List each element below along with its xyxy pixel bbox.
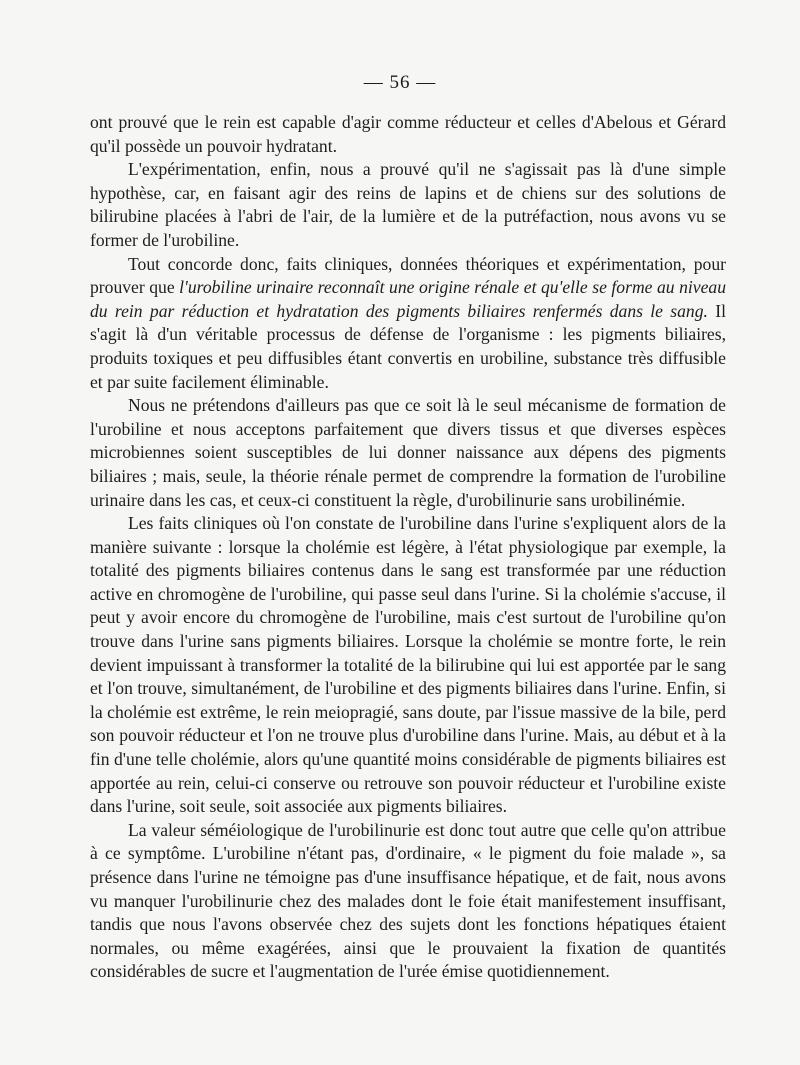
paragraph-text: Nous ne prétendons d'ailleurs pas que ce soit là le seul mécanisme de formation de l'urobiline et nous acceptons parfaitement que divers tissus et que diverses espèces microbiennes soient susceptibles de lui donner naissance aux dépens des pigments biliaires ; mais, seule, la théorie rénale permet de comprendre la formation de l'urobiline urinaire dans les cas, et ceux-ci constituent la règle, d'urobilinurie sans urobilinémie. — [90, 395, 726, 510]
body-text — [90, 111, 726, 984]
paragraph — [90, 512, 726, 819]
italic-emphasis: l'urobiline urinaire reconnaît une origine rénale et qu'elle se forme au niveau du rein par réduction et hydratation des pigments biliaires renfermés dans le sang. — [90, 277, 726, 321]
paragraph-text: Les faits cliniques où l'on constate de l'urobiline dans l'urine s'expliquent alors de la manière suivante : lorsque la cholémie est légère, à l'état physiologique par exemple, la totalité des pigments biliaires contenus dans le sang est transformée par une réduction active en chromogène de l'urobiline, qui passe seul dans l'urine. Si la cholémie s'accuse, il peut y avoir encore du chromogène de l'urobiline, mais c'est surtout de l'urobiline qu'on trouve dans l'urine sans pigments biliaires. Lorsque la cholémie se montre forte, le rein devient impuissant à transformer la totalité de la bilirubine qui lui est apportée par le sang et l'on trouve, simultanément, de l'urobiline et des pigments biliaires dans l'urine. Enfin, si la cholémie est extrême, le rein meiopragié, sans doute, par l'issue massive de la bile, perd son pouvoir réducteur et l'on ne trouve plus d'urobiline dans l'urine. Mais, au début et à la fin d'une telle cholémie, alors qu'une quantité moins considérable de pigments biliaires est apportée au rein, celui-ci conserve ou retrouve son pouvoir réducteur et l'urobiline existe dans l'urine, soit seule, soit associée aux pigments biliaires. — [90, 513, 726, 817]
paragraph-text: Tout concorde donc, faits cliniques, données théoriques et expérimentation, pour prouver que — [90, 253, 726, 298]
page-number: — 56 — — [363, 72, 437, 93]
paragraph-text: Il s'agit là d'un véritable processus de défense de l'organisme : les pigments biliaires, produits toxiques et peu diffusibles étant convertis en urobiline, substance très diffusible et par suite facilement éliminable. — [90, 300, 726, 392]
paragraph — [90, 394, 726, 512]
paragraph — [90, 253, 726, 395]
paragraph-text: ont prouvé que le rein est capable d'agir comme réducteur et celles d'Abelous et Gérard qu'il possède un pouvoir hydratant. — [90, 112, 726, 156]
paragraph-text: L'expérimentation, enfin, nous a prouvé qu'il ne s'agissait pas là d'une simple hypothèse, car, en faisant agir des reins de lapins et de chiens sur des solutions de bilirubine placées à l'abri de l'air, de la lumière et de la putréfaction, nous avons vu se former de l'urobiline. — [90, 159, 726, 250]
paragraph — [90, 111, 726, 158]
paragraph — [90, 819, 726, 984]
paragraph-text: La valeur séméiologique de l'urobilinurie est donc tout autre que celle qu'on attribue à ce symptôme. L'urobiline n'étant pas, d'ordinaire, « le pigment du foie malade », sa présence dans l'urine ne témoigne pas d'une insuffisance hépatique, et de fait, nous avons vu manquer l'urobilinurie chez des malades dont le foie était manifestement insuffisant, tandis que nous l'avons observée chez des sujets dont les fonctions hépatiques étaient normales, ou même exagérées, ainsi que le prouvaient la fixation de quantités considérables de sucre et l'augmentation de l'urée émise quotidiennement. — [90, 819, 726, 982]
paragraph — [90, 158, 726, 252]
